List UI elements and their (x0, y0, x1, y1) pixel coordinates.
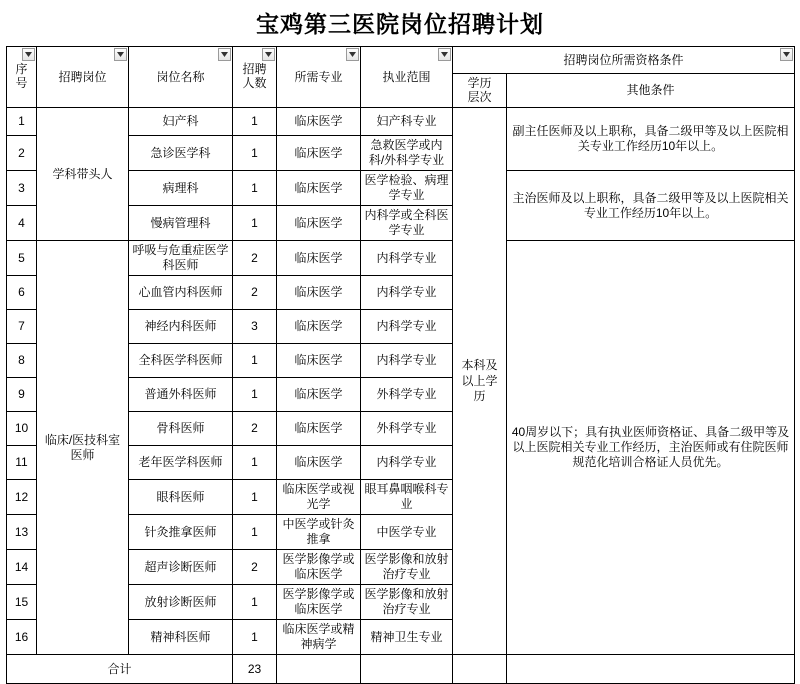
header-post-name (129, 47, 233, 108)
filter-icon-practice-scope[interactable] (438, 48, 451, 61)
header-major (277, 47, 361, 108)
cell-major: 医学影像学或临床医学 (277, 585, 361, 620)
page-title: 宝鸡第三医院岗位招聘计划 (256, 12, 544, 37)
cell-post-group-clinical: 临床/医技科室医师 (37, 241, 129, 655)
cell-scope: 医学检验、病理学专业 (361, 171, 453, 206)
cell-major: 临床医学 (277, 276, 361, 310)
cell-scope: 内科学专业 (361, 344, 453, 378)
header-headcount-label: 招聘人数 (242, 62, 267, 91)
header-seq-label: 序号 (15, 62, 28, 91)
cell-seq: 13 (7, 515, 37, 550)
cell-seq: 4 (7, 206, 37, 241)
cell-education (453, 108, 507, 655)
header-practice-scope (361, 47, 453, 108)
cell-post-name: 放射诊断医师 (129, 585, 233, 620)
cell-post-name: 眼科医师 (129, 480, 233, 515)
cell-headcount: 1 (233, 480, 277, 515)
cell-post-name: 神经内科医师 (129, 310, 233, 344)
cell-post-name: 妇产科 (129, 108, 233, 136)
table-row (7, 241, 795, 276)
cell-seq: 6 (7, 276, 37, 310)
header-practice-scope-label: 执业范围 (382, 69, 431, 84)
cell-scope: 眼耳鼻咽喉科专业 (361, 480, 453, 515)
recruitment-plan-table (6, 46, 795, 684)
cell-scope: 急救医学或内科/外科学专业 (361, 136, 453, 171)
cell-scope: 医学影像和放射治疗专业 (361, 550, 453, 585)
total-blank-scope (361, 655, 453, 684)
education-value: 本科及以上学历 (461, 358, 498, 404)
cell-headcount: 2 (233, 550, 277, 585)
cell-scope: 内科学专业 (361, 276, 453, 310)
filter-icon-qualification[interactable] (780, 48, 793, 61)
cell-seq: 14 (7, 550, 37, 585)
filter-icon-seq[interactable] (22, 48, 35, 61)
cell-seq: 7 (7, 310, 37, 344)
cell-headcount: 2 (233, 276, 277, 310)
total-value: 23 (233, 655, 277, 684)
cell-scope: 内科学专业 (361, 310, 453, 344)
cell-post-name: 精神科医师 (129, 620, 233, 655)
header-post-name-label: 岗位名称 (156, 69, 205, 84)
cell-condition-3: 40周岁以下；具有执业医师资格证、具备二级甲等及以上医院相关专业工作经历，主治医师或有住院医师规范化培训合格证人员优先。 (507, 241, 795, 655)
header-education (453, 74, 507, 108)
cell-seq: 3 (7, 171, 37, 206)
cell-scope: 内科学专业 (361, 241, 453, 276)
cell-headcount: 1 (233, 171, 277, 206)
filter-icon-post-group[interactable] (114, 48, 127, 61)
cell-major: 中医学或针灸推拿 (277, 515, 361, 550)
cell-major: 临床医学 (277, 206, 361, 241)
cell-scope: 中医学专业 (361, 515, 453, 550)
cell-post-name: 针灸推拿医师 (129, 515, 233, 550)
cell-major: 临床医学 (277, 241, 361, 276)
cell-condition-1: 副主任医师及以上职称，具备二级甲等及以上医院相关专业工作经历10年以上。 (507, 108, 795, 171)
cell-headcount: 1 (233, 620, 277, 655)
table-row (7, 108, 795, 136)
cell-major: 临床医学 (277, 108, 361, 136)
cell-seq: 12 (7, 480, 37, 515)
cell-post-name: 病理科 (129, 171, 233, 206)
cell-headcount: 2 (233, 241, 277, 276)
cell-post-name: 普通外科医师 (129, 378, 233, 412)
cell-major: 临床医学 (277, 344, 361, 378)
cell-post-name: 超声诊断医师 (129, 550, 233, 585)
cell-post-name: 呼吸与危重症医学科医师 (129, 241, 233, 276)
cell-major: 医学影像学或临床医学 (277, 550, 361, 585)
header-other-conditions (507, 74, 795, 108)
cell-major: 临床医学或精神病学 (277, 620, 361, 655)
cell-condition-2: 主治医师及以上职称，具备二级甲等及以上医院相关专业工作经历10年以上。 (507, 171, 795, 241)
header-qualification-group-label: 招聘岗位所需资格条件 (563, 52, 684, 67)
header-other-conditions-label: 其他条件 (626, 83, 675, 98)
cell-scope: 精神卫生专业 (361, 620, 453, 655)
cell-headcount: 1 (233, 515, 277, 550)
cell-headcount: 3 (233, 310, 277, 344)
header-seq (7, 47, 37, 108)
cell-seq: 15 (7, 585, 37, 620)
cell-major: 临床医学 (277, 378, 361, 412)
cell-scope: 医学影像和放射治疗专业 (361, 585, 453, 620)
cell-post-name: 急诊医学科 (129, 136, 233, 171)
cell-scope: 外科学专业 (361, 378, 453, 412)
cell-post-name: 全科医学科医师 (129, 344, 233, 378)
cell-headcount: 1 (233, 206, 277, 241)
cell-headcount: 1 (233, 585, 277, 620)
cell-post-name: 骨科医师 (129, 412, 233, 446)
cell-headcount: 1 (233, 136, 277, 171)
header-qualification-group (453, 47, 795, 74)
cell-major: 临床医学或视光学 (277, 480, 361, 515)
filter-icon-headcount[interactable] (262, 48, 275, 61)
cell-seq: 16 (7, 620, 37, 655)
header-post-group-label: 招聘岗位 (58, 69, 107, 84)
cell-major: 临床医学 (277, 136, 361, 171)
cell-scope: 外科学专业 (361, 412, 453, 446)
cell-headcount: 1 (233, 446, 277, 480)
cell-seq: 5 (7, 241, 37, 276)
header-education-label: 学历层次 (467, 76, 492, 105)
total-blank-education (453, 655, 507, 684)
cell-major: 临床医学 (277, 310, 361, 344)
filter-icon-major[interactable] (346, 48, 359, 61)
cell-major: 临床医学 (277, 412, 361, 446)
cell-headcount: 2 (233, 412, 277, 446)
header-headcount (233, 47, 277, 108)
cell-scope: 内科学专业 (361, 446, 453, 480)
cell-headcount: 1 (233, 344, 277, 378)
cell-post-group-leader: 学科带头人 (37, 108, 129, 241)
cell-major: 临床医学 (277, 171, 361, 206)
cell-scope: 妇产科专业 (361, 108, 453, 136)
total-label: 合计 (7, 655, 233, 684)
total-blank-major (277, 655, 361, 684)
cell-seq: 1 (7, 108, 37, 136)
cell-scope: 内科学或全科医学专业 (361, 206, 453, 241)
cell-major: 临床医学 (277, 446, 361, 480)
cell-headcount: 1 (233, 108, 277, 136)
table-total-row (7, 655, 795, 684)
cell-seq: 11 (7, 446, 37, 480)
table-header-row-1 (7, 47, 795, 74)
cell-seq: 9 (7, 378, 37, 412)
total-blank-conditions (507, 655, 795, 684)
cell-seq: 2 (7, 136, 37, 171)
header-post-group (37, 47, 129, 108)
filter-icon-post-name[interactable] (218, 48, 231, 61)
cell-post-name: 心血管内科医师 (129, 276, 233, 310)
cell-headcount: 1 (233, 378, 277, 412)
cell-seq: 10 (7, 412, 37, 446)
header-major-label: 所需专业 (294, 69, 343, 84)
cell-post-name: 老年医学科医师 (129, 446, 233, 480)
cell-seq: 8 (7, 344, 37, 378)
cell-post-name: 慢病管理科 (129, 206, 233, 241)
